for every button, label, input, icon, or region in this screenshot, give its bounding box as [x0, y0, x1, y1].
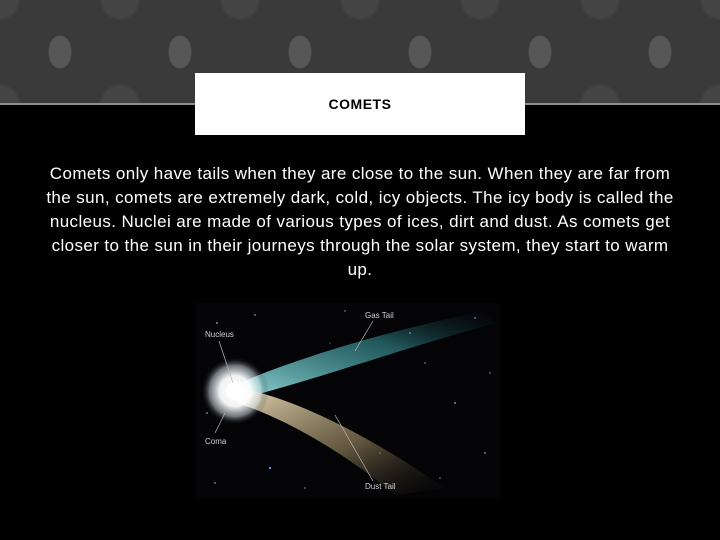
- title-box: [195, 73, 525, 135]
- slide-body-text: Comets only have tails when they are close to the sun. When they are far from the sun, comets are extremely dark, cold, icy objects. The icy body is called the nucleus. Nuclei are made of various types of ices, dirt and dust. As comets get closer to the sun in their journeys through the solar system, they start to warm up.: [46, 164, 674, 279]
- dust-tail-label: Dust Tail: [365, 482, 396, 491]
- nucleus-label: Nucleus: [205, 330, 234, 339]
- coma-label: Coma: [205, 437, 227, 446]
- gas-tail-label: Gas Tail: [365, 311, 394, 320]
- nucleus-core: [226, 382, 244, 400]
- slide-title: COMETS: [328, 96, 392, 112]
- comet-illustration: [195, 303, 500, 498]
- comet-diagram: [195, 303, 500, 498]
